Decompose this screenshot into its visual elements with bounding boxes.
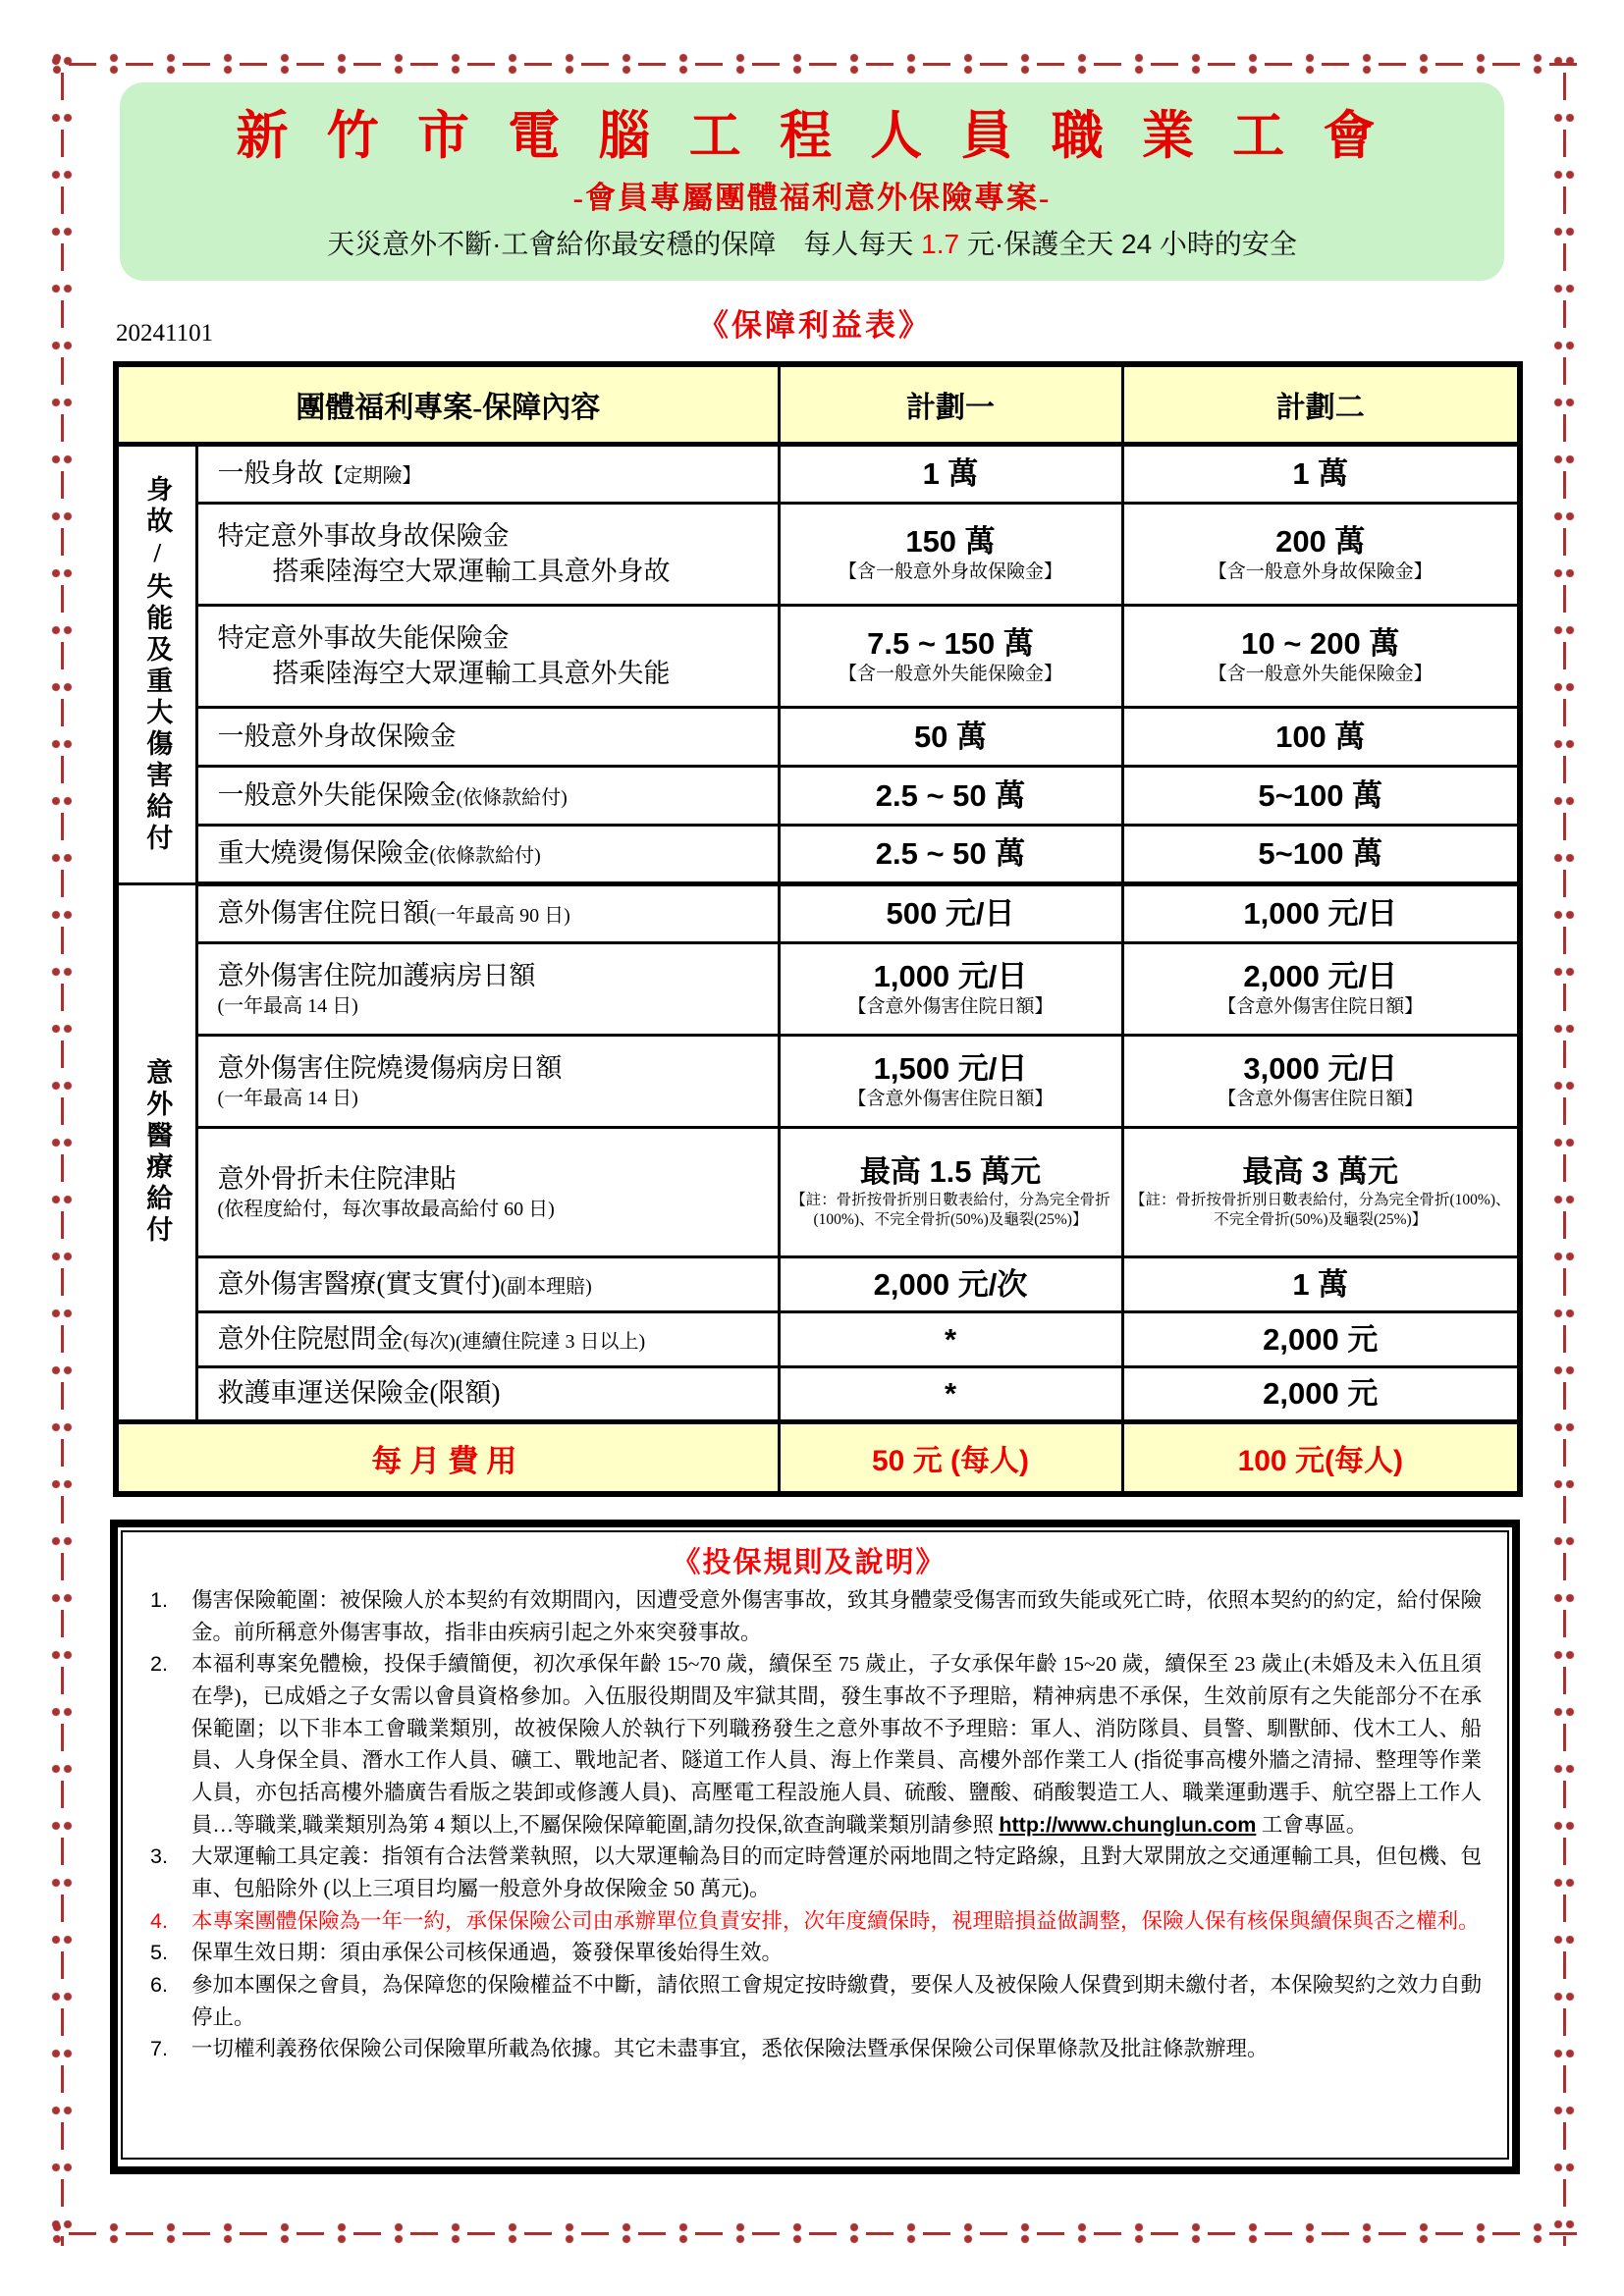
plan2-value-cell [1122, 1128, 1520, 1257]
benefit-label-line [218, 621, 772, 656]
benefit-label-line [218, 1162, 772, 1197]
plan2-value-cell [1122, 708, 1520, 767]
plan1-value-cell [779, 884, 1122, 943]
plan1-value-cell [779, 504, 1122, 606]
benefit-row [116, 767, 1520, 826]
section-group-cell [116, 884, 196, 1422]
rule-item-text: 一切權利義務依保險公司保險單所載為依據。其它未盡事宜，悉依保險法暨承保保險公司保單條款及批註條款辦理。 [191, 2037, 1269, 2061]
benefit-label-cell [196, 1367, 779, 1422]
tagline-text-before: 天災意外不斷·工會給你最安穩的保障 每人每天 [327, 229, 922, 259]
benefit-value: 1,000 元/日 [873, 958, 1028, 993]
benefit-value-note: 【含意外傷害住院日額】 [1218, 1089, 1424, 1110]
monthly-fee-label: 每月費用 [116, 1422, 779, 1495]
benefit-label-text: 特定意外事故失能保險金 [217, 623, 510, 654]
tagline-daily-rate: 1.7 [921, 229, 960, 259]
rules-title: 《投保規則及說明》 [672, 1547, 947, 1578]
plan1-value-cell [779, 767, 1122, 826]
benefit-label-cell [196, 767, 779, 826]
benefit-label-text: 意外骨折未住院津貼 [217, 1163, 457, 1194]
rules-list [136, 1584, 1482, 2065]
benefit-value-note: 【含意外傷害住院日額】 [847, 1089, 1054, 1110]
decorative-border-top [47, 51, 1579, 77]
plan2-value-cell [1122, 1312, 1520, 1367]
benefit-label-line [218, 657, 772, 691]
benefit-label-text: 搭乘陸海空大眾運輸工具意外失能 [272, 658, 671, 688]
benefit-value-note: 【含一般意外失能保險金】 [838, 664, 1062, 685]
benefit-label-line [218, 1197, 772, 1222]
benefit-label-text: 意外傷害住院日額 [217, 898, 430, 929]
benefit-label-cell [196, 826, 779, 884]
benefit-value: * [944, 1376, 957, 1412]
benefit-value: 1,000 元/日 [1243, 896, 1398, 932]
decorative-border-right [1551, 51, 1577, 2246]
benefit-value-note: 【註：骨折按骨折別日數表給付，分為完全骨折(100%)、不完全骨折(50%)及龜裂(25%)】 [790, 1192, 1110, 1229]
plan2-value-cell [1122, 943, 1520, 1036]
benefit-label-cell [196, 884, 779, 943]
benefit-value: 2,000 元/次 [873, 1266, 1028, 1302]
benefit-label-text: 意外住院慰問金 [217, 1323, 404, 1354]
benefit-label-text: 意外傷害住院燒燙傷病房日額 [217, 1052, 563, 1083]
benefit-row [116, 504, 1520, 606]
plan2-value-cell [1122, 1036, 1520, 1128]
benefit-value-note: 【含意外傷害住院日額】 [847, 996, 1054, 1018]
benefit-row [116, 445, 1520, 504]
benefit-label-text: 一般身故 [217, 458, 324, 489]
decorative-border-left [49, 51, 75, 2246]
benefit-row [116, 1367, 1520, 1422]
union-title: 新 竹 市 電 腦 工 程 人 員 職 業 工 會 [236, 108, 1388, 165]
benefit-label-cell [196, 1312, 779, 1367]
benefit-label-cell [196, 1128, 779, 1257]
benefit-label-cell [196, 445, 779, 504]
plan1-value-cell [779, 1128, 1122, 1257]
benefit-label-cell [196, 504, 779, 606]
benefit-label-line [218, 1322, 772, 1357]
benefit-label-line [218, 959, 772, 993]
section-group-label: 身故/失能及重大傷害給付 [142, 474, 173, 855]
benefit-label-text: 意外傷害住院加護病房日額 [217, 960, 536, 990]
benefit-value: 7.5 ~ 150 萬 [867, 625, 1034, 661]
benefit-label-line [218, 555, 772, 589]
benefit-label-text: (每次)(連續住院達 3 日以上) [403, 1330, 646, 1353]
plan2-value-cell [1122, 1367, 1520, 1422]
benefit-value: 200 萬 [1275, 523, 1366, 559]
benefit-label-line [218, 836, 772, 871]
union-subtitle: -會員專屬團體福利意外保險專案- [572, 181, 1052, 215]
rule-item [136, 1905, 1482, 1938]
benefit-value-note: 【含意外傷害住院日額】 [1218, 996, 1424, 1018]
rule-item-text: 大眾運輸工具定義：指領有合法營業執照，以大眾運輸為目的而定時營運於兩地間之特定路線，且對大眾開放之交通運輸工具，但包機、包車、包船除外 (以上三項目均屬一般意外身故保險金 50 萬元)。 [191, 1844, 1482, 1901]
benefit-label-cell [196, 943, 779, 1036]
rule-item-number: 4. [150, 1908, 168, 1933]
benefit-label-text: 救護車運送保險金(限額) [217, 1378, 501, 1409]
benefit-value-note: 【含一般意外失能保險金】 [1208, 664, 1433, 685]
benefit-table-caption: 《保障利益表》 [698, 308, 932, 343]
benefit-value: 100 萬 [1275, 719, 1366, 754]
rule-item-number: 3. [150, 1844, 168, 1869]
benefit-label-text: (一年最高 14 日) [217, 995, 358, 1018]
benefit-row [116, 1312, 1520, 1367]
benefit-table [113, 361, 1523, 1497]
plan1-value-cell [779, 445, 1122, 504]
benefit-label-text: (依條款給付) [456, 786, 568, 809]
plan2-value-cell [1122, 504, 1520, 606]
chunglun-url-link[interactable]: http://www.chunglun.com [999, 1812, 1257, 1837]
column-header-plan1: 計劃一 [779, 364, 1122, 445]
benefit-value: 500 元/日 [886, 896, 1015, 932]
benefit-label-text: 一般意外失能保險金 [217, 779, 457, 810]
rule-item-text: 本專案團體保險為一年一約，承保保險公司由承辦單位負責安排，次年度續保時，視理賠損益做調整，保險人保有核保與續保與否之權利。 [191, 1908, 1480, 1933]
plan1-value-cell [779, 1036, 1122, 1128]
plan2-value-cell [1122, 826, 1520, 884]
benefit-value-note: 【註：骨折按骨折別日數表給付，分為完全骨折(100%)、不完全骨折(50%)及龜裂(25%)】 [1130, 1192, 1511, 1229]
decorative-border-bottom [47, 2220, 1579, 2246]
column-header-content: 團體福利專案-保障內容 [116, 364, 779, 445]
benefit-value: 50 萬 [913, 719, 988, 754]
rule-item [136, 2033, 1482, 2065]
section-group-label: 意外醫療給付 [142, 1058, 173, 1247]
monthly-fee-plan1: 50 元 (每人) [779, 1422, 1122, 1495]
benefit-value: 2.5 ~ 50 萬 [875, 836, 1026, 872]
benefit-value: * [944, 1321, 957, 1357]
rule-item-text: 本福利專案免體檢，投保手續簡便，初次承保年齡 15~70 歲，續保至 75 歲止，子女承保年齡 15~20 歲，續保至 23 歲止(未婚及未入伍且須在學)，已成婚之子女需以會員資格參加。入伍服役期間及牢獄其間，發生事故不予理賠，精神病患不承保，生效前原有之失能部分不在承保範圍；以下非本工會職業類別，故被保險人於執行下列職務發生之意外事故不予理賠：軍人、消防隊員、員警、馴獸師、伐木工人、船員、人身保全員、潛水工作人員、礦工、戰地記者、隧道工作人員、海上作業員、高樓外部作業工人 (指從事高樓外牆之清掃、整理等作業人員，亦包括高樓外牆廣告看版之裝卸或修護人員)、高壓電工程設施人員、硫酸、鹽酸、硝酸製造工人、職業運動選手、航空器上工作人員…等職業,職業類別為第 4 類以上,不屬保險保障範圍,請勿投保,欲查詢職業類別請參照 http://www.chunglun.com 工會專區。 [191, 1652, 1482, 1837]
benefit-value-note: 【含一般意外身故保險金】 [838, 561, 1062, 583]
rule-item-text: 保單生效日期：須由承保公司核保通過，簽發保單後始得生效。 [191, 1941, 784, 1965]
tagline [120, 223, 1504, 262]
benefit-label-text: (依條款給付) [429, 845, 541, 868]
benefit-label-cell [196, 708, 779, 767]
benefit-value-note: 【含一般意外身故保險金】 [1208, 561, 1433, 583]
benefit-label-line [218, 1267, 772, 1302]
benefit-label-text: (一年最高 14 日) [217, 1088, 358, 1110]
rules-box-inner [121, 1530, 1509, 2160]
plan2-value-cell [1122, 767, 1520, 826]
benefit-value: 5~100 萬 [1258, 777, 1383, 813]
benefit-label-text: 意外傷害醫療(實支實付) [217, 1268, 501, 1299]
benefit-row [116, 708, 1520, 767]
plan1-value-cell [779, 943, 1122, 1036]
section-group-cell [116, 445, 196, 884]
benefit-label-line [218, 993, 772, 1019]
benefit-value: 2,000 元 [1263, 1321, 1379, 1357]
rule-item-number: 1. [150, 1588, 168, 1612]
doc-date: 20241101 [116, 320, 214, 347]
rule-item-number: 2. [150, 1652, 168, 1677]
benefit-row [116, 943, 1520, 1036]
plan2-value-cell [1122, 1257, 1520, 1312]
benefit-value: 5~100 萬 [1258, 836, 1383, 872]
benefit-row [116, 1036, 1520, 1128]
benefit-value: 1,500 元/日 [873, 1050, 1028, 1086]
benefit-value: 150 萬 [905, 523, 996, 559]
benefit-label-line [218, 778, 772, 813]
benefit-value: 2,000 元/日 [1243, 958, 1398, 993]
benefit-value: 1 萬 [922, 456, 979, 492]
benefit-value: 最高 3 萬元 [1242, 1153, 1398, 1189]
benefit-label-line [218, 1086, 772, 1111]
rule-item-text: 參加本團保之會員，為保障您的保險權益不中斷，請依照工會規定按時繳費，要保人及被保險人保費到期未繳付者，本保險契約之效力自動停止。 [191, 1973, 1482, 2029]
rule-item [136, 1841, 1482, 1904]
benefit-label-text: (依程度給付，每次事故最高給付 60 日) [217, 1199, 555, 1221]
table-header-row [116, 364, 1520, 445]
column-header-plan2: 計劃二 [1122, 364, 1520, 445]
plan2-value-cell [1122, 445, 1520, 504]
plan2-value-cell [1122, 606, 1520, 708]
plan1-value-cell [779, 1312, 1122, 1367]
benefit-label-line [218, 1051, 772, 1086]
tagline-text-after: 元·保護全天 24 小時的安全 [959, 229, 1297, 259]
benefit-label-line [218, 1376, 772, 1411]
benefit-label-text: 一般意外身故保險金 [217, 721, 457, 751]
benefit-table-body [116, 364, 1520, 1494]
rules-box [110, 1520, 1520, 2174]
rule-item-text: 傷害保險範圍：被保險人於本契約有效期間內，因遭受意外傷害事故，致其身體蒙受傷害而致失能或死亡時，依照本契約的約定，給付保險金。前所稱意外傷害事故，指非由疾病引起之外來突發事故。 [191, 1588, 1482, 1644]
benefit-label-cell [196, 1036, 779, 1128]
benefit-label-text: (副本理賠) [500, 1275, 592, 1298]
monthly-fee-plan2: 100 元(每人) [1122, 1422, 1520, 1495]
rule-item-number: 6. [150, 1973, 168, 1998]
rule-item [136, 1648, 1482, 1841]
plan1-value-cell [779, 606, 1122, 708]
rule-item-number: 7. [150, 2037, 168, 2061]
header-box [120, 82, 1504, 281]
benefit-row [116, 1257, 1520, 1312]
benefit-label-text: 重大燒燙傷保險金 [217, 838, 430, 869]
benefit-row [116, 1128, 1520, 1257]
rule-item [136, 1584, 1482, 1648]
plan1-value-cell [779, 826, 1122, 884]
benefit-row [116, 826, 1520, 884]
benefit-row [116, 884, 1520, 943]
rule-item-number: 5. [150, 1941, 168, 1965]
benefit-label-line [218, 519, 772, 554]
rule-item [136, 1969, 1482, 2033]
rule-item [136, 1937, 1482, 1969]
monthly-fee-row [116, 1422, 1520, 1495]
benefit-value: 3,000 元/日 [1243, 1050, 1398, 1086]
plan2-value-cell [1122, 884, 1520, 943]
benefit-value: 最高 1.5 萬元 [859, 1153, 1042, 1189]
benefit-label-text: 搭乘陸海空大眾運輸工具意外身故 [272, 556, 671, 586]
plan1-value-cell [779, 1257, 1122, 1312]
benefit-value: 1 萬 [1292, 1266, 1349, 1302]
benefit-value: 2.5 ~ 50 萬 [875, 777, 1026, 813]
benefit-label-text: (一年最高 90 日) [429, 905, 570, 928]
benefit-value: 1 萬 [1292, 456, 1349, 492]
benefit-label-line [218, 456, 772, 491]
benefit-row [116, 606, 1520, 708]
benefit-value: 10 ~ 200 萬 [1241, 625, 1400, 661]
benefit-value: 2,000 元 [1263, 1376, 1379, 1412]
benefit-label-cell [196, 606, 779, 708]
plan1-value-cell [779, 1367, 1122, 1422]
benefit-label-text: 【定期險】 [323, 465, 422, 488]
benefit-label-line [218, 896, 772, 931]
plan1-value-cell [779, 708, 1122, 767]
benefit-label-line [218, 720, 772, 754]
benefit-label-text: 特定意外事故身故保險金 [217, 521, 510, 552]
benefit-label-cell [196, 1257, 779, 1312]
